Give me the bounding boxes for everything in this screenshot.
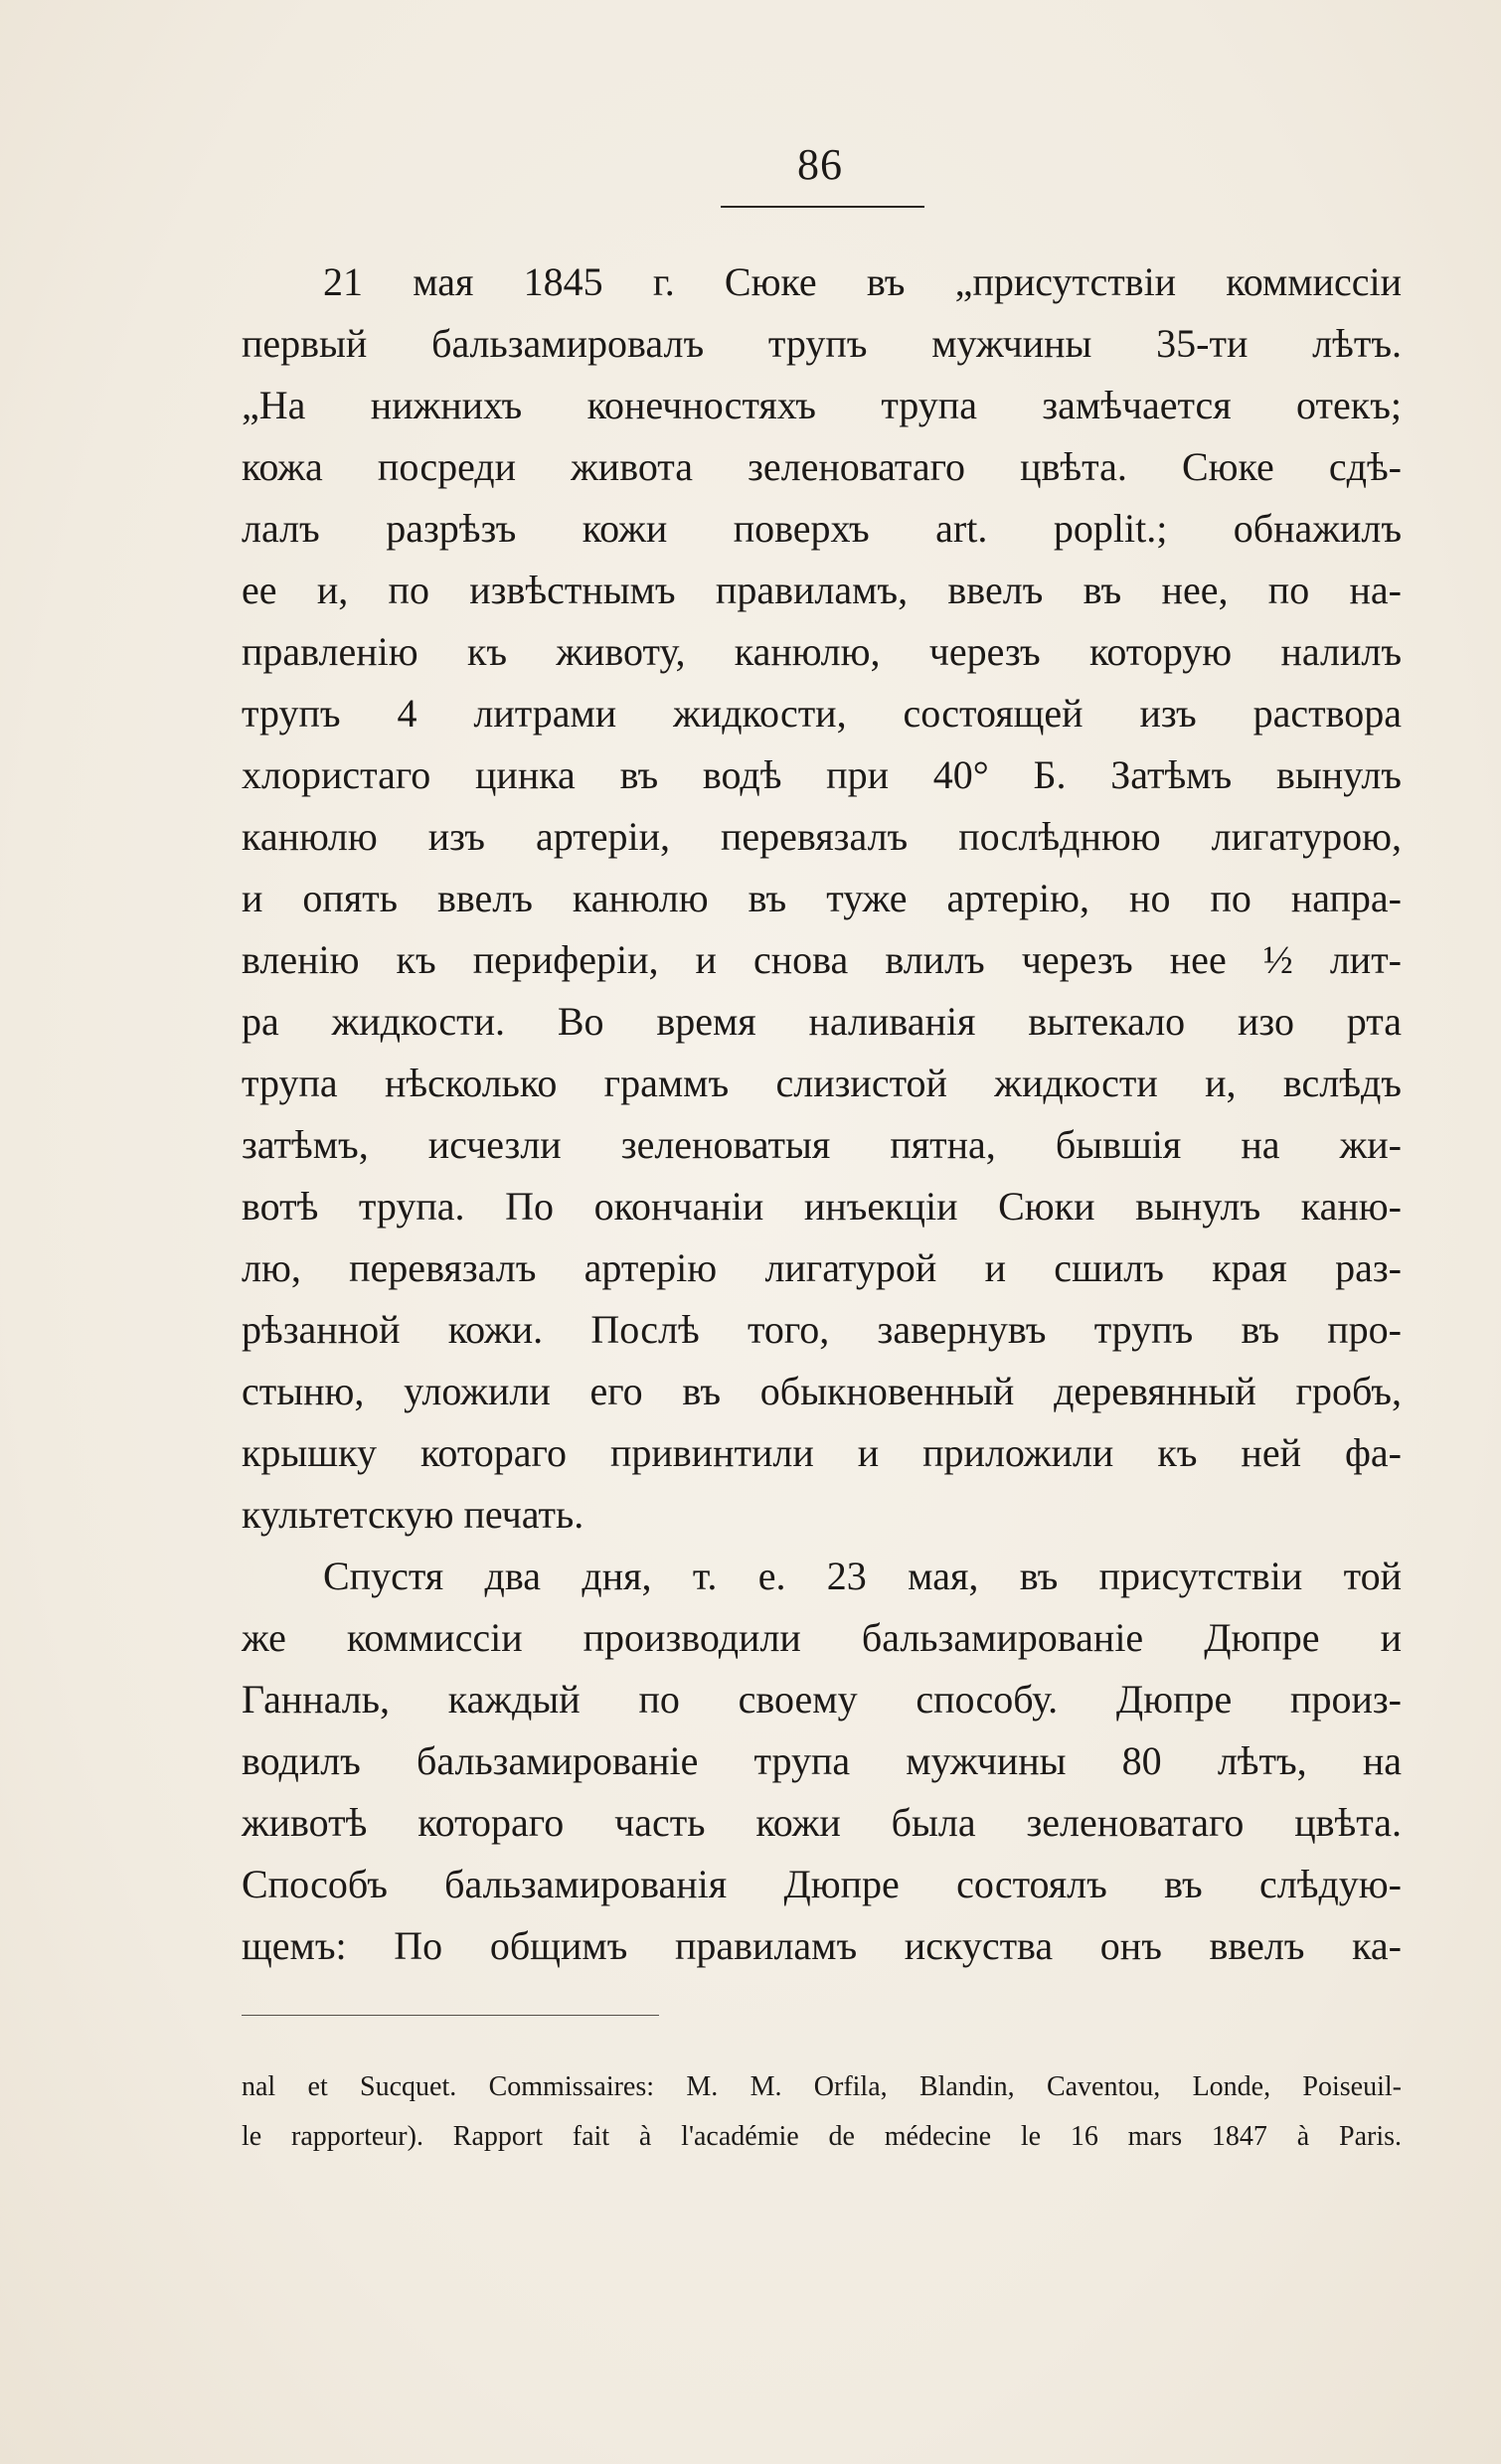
text-line: ее и, по извѣстнымъ правиламъ, ввелъ въ нее, по на-	[242, 568, 1402, 612]
paragraph-2	[242, 1546, 1402, 1977]
page-number: 86	[797, 140, 843, 189]
text-line: водилъ бальзамированіе трупа мужчины 80 лѣтъ, на	[242, 1738, 1402, 1783]
footnote-rule	[242, 2015, 659, 2016]
text-line: „На нижнихъ конечностяхъ трупа замѣчается отекъ;	[242, 383, 1402, 427]
text-line: крышку котораго привинтили и приложили къ ней фа-	[242, 1430, 1402, 1475]
text-line: Способъ бальзамированія Дюпре состоялъ въ слѣдую-	[242, 1862, 1402, 1906]
body-text	[242, 251, 1402, 1977]
text-line: трупъ 4 литрами жидкости, состоящей изъ раствора	[242, 691, 1402, 736]
text-line: правленію къ животу, канюлю, черезъ которую налилъ	[242, 629, 1402, 674]
text-line: хлористаго цинка въ водѣ при 40° Б. Затѣмъ вынулъ	[242, 752, 1402, 797]
paragraph-1	[242, 251, 1402, 1546]
text-line: и опять ввелъ канюлю въ туже артерію, но по напра-	[242, 876, 1402, 920]
text-line: трупа нѣсколько граммъ слизистой жидкости и, вслѣдъ	[242, 1061, 1402, 1105]
text-line: культетскую печать.	[242, 1492, 584, 1537]
text-line: ра жидкости. Во время наливанія вытекало изо рта	[242, 999, 1402, 1044]
header-rule	[721, 206, 924, 208]
text-line: канюлю изъ артеріи, перевязалъ послѣднюю лигатурою,	[242, 814, 1402, 859]
text-line: щемъ: По общимъ правиламъ искуства онъ ввелъ ка-	[242, 1923, 1402, 1968]
text-line: же коммиссіи производили бальзамированіе Дюпре и	[242, 1615, 1402, 1660]
footnote-line: le rapporteur). Rapport fait à l'académie de médecine le 16 mars 1847 à Paris.	[242, 2121, 1402, 2152]
text-line: Спустя два дня, т. е. 23 мая, въ присутствіи той	[323, 1554, 1402, 1598]
text-line: затѣмъ, исчезли зеленоватыя пятна, бывшія на жи-	[242, 1122, 1402, 1167]
text-line: животѣ котораго часть кожи была зеленоватаго цвѣта.	[242, 1800, 1402, 1845]
text-line: стыню, уложили его въ обыкновенный деревянный гробъ,	[242, 1369, 1402, 1413]
text-line: лалъ разрѣзъ кожи поверхъ art. poplit.; обнажилъ	[242, 506, 1402, 551]
text-line: лю, перевязалъ артерію лигатурой и сшилъ края раз-	[242, 1245, 1402, 1290]
text-line: вленію къ периферіи, и снова влилъ черезъ нее ½ лит-	[242, 937, 1402, 982]
text-line: кожа посреди живота зеленоватаго цвѣта. Сюке сдѣ-	[242, 444, 1402, 489]
text-line: 21 мая 1845 г. Сюке въ „присутствіи коммиссіи	[323, 259, 1402, 304]
text-line: первый бальзамировалъ трупъ мужчины 35-ти лѣтъ.	[242, 321, 1402, 366]
text-line: Ганналь, каждый по своему способу. Дюпре произ-	[242, 1677, 1402, 1722]
text-line: рѣзанной кожи. Послѣ того, завернувъ трупъ въ про-	[242, 1307, 1402, 1352]
footnote	[242, 2062, 1402, 2162]
footnote-line: nal et Sucquet. Commissaires: M. M. Orfila, Blandin, Caventou, Londe, Poiseuil-	[242, 2071, 1402, 2102]
text-line: вотѣ трупа. По окончаніи инъекціи Сюки вынулъ каню-	[242, 1184, 1402, 1229]
